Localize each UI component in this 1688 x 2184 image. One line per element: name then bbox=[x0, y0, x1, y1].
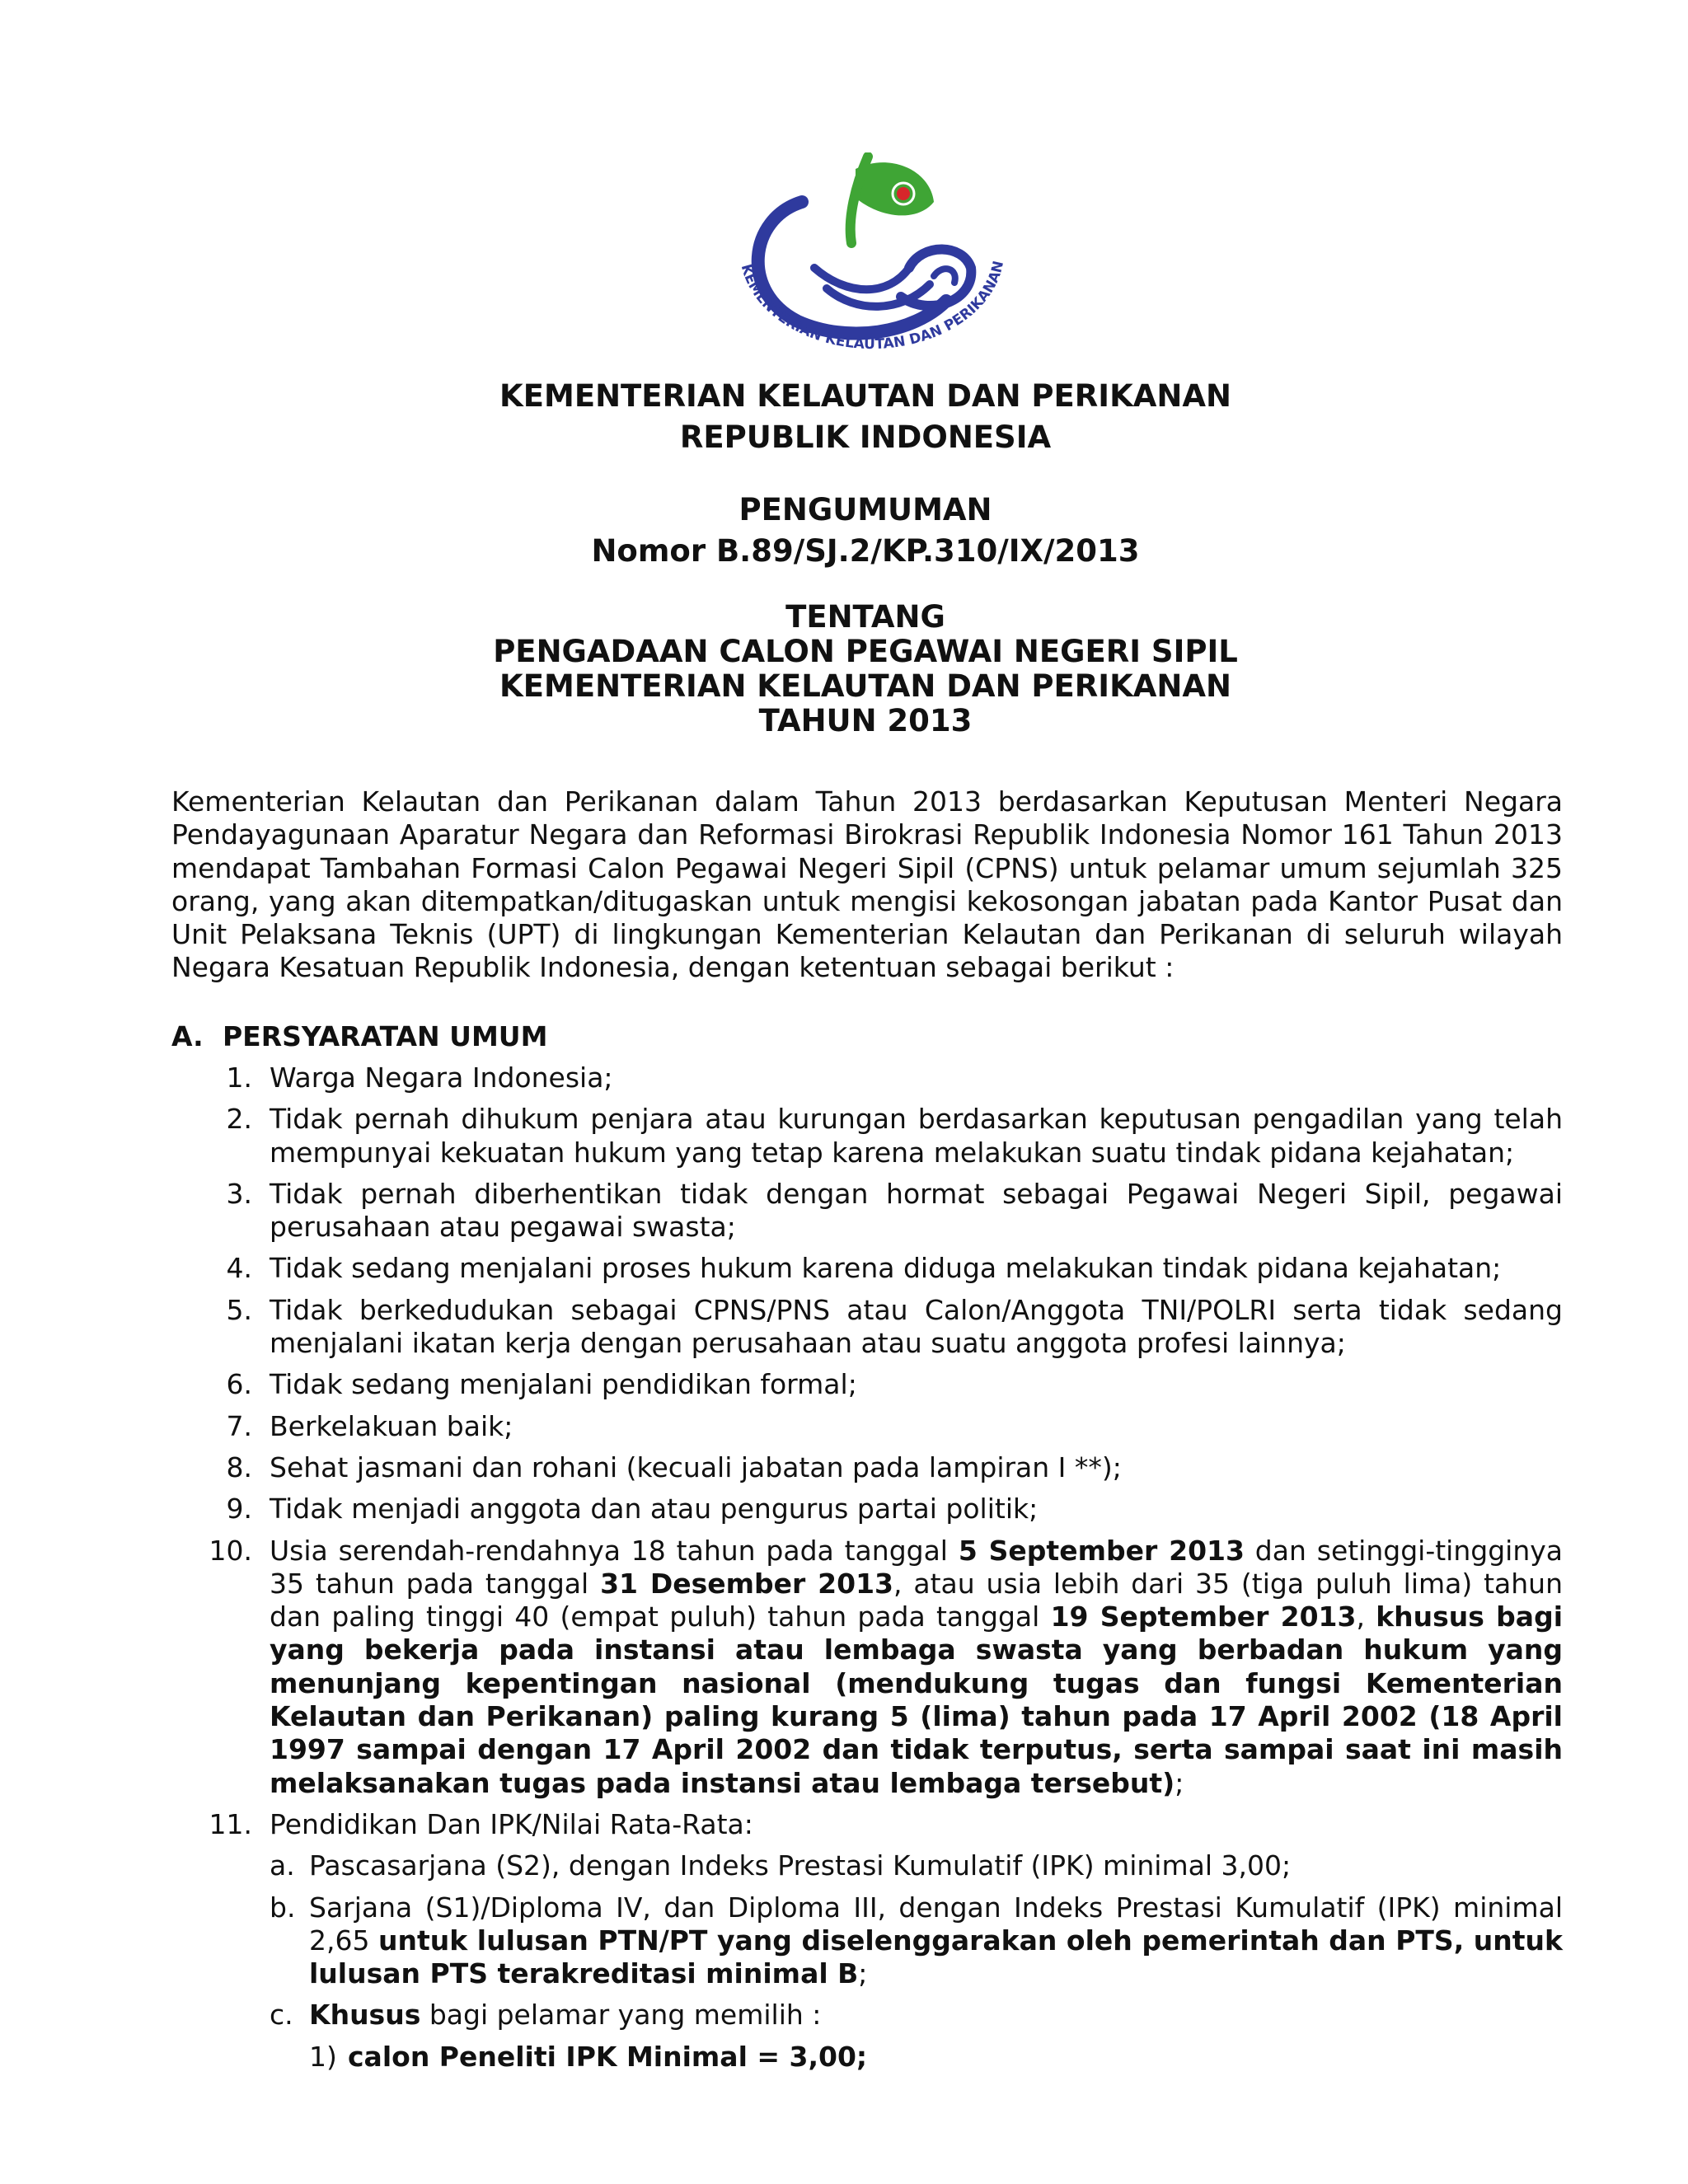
education-sub-a bbox=[171, 1849, 1563, 1882]
item-text: Warga Negara Indonesia; bbox=[270, 1062, 613, 1094]
intro-paragraph: Kementerian Kelautan dan Perikanan dalam Tahun 2013 berdasarkan Keputusan Menteri Negara Pendayagunaan Aparatur Negara dan Reformasi Birokrasi Republik Indonesia Nomor 161 Tahun 2013 mendapat Tambahan Formasi Calon Pegawai Negeri Sipil (CPNS) untuk pelamar umum sejumlah 325 orang, yang akan ditempatkan/ditugaskan untuk mengisi kekosongan jabatan pada Kantor Pusat dan Unit Pelaksana Teknis (UPT) di lingkungan Kementerian Kelautan dan Perikanan di seluruh wilayah Negara Kesatuan Republik Indonesia, dengan ketentuan sebagai berikut : bbox=[171, 785, 1563, 984]
item-number: 1. bbox=[226, 1062, 252, 1094]
list-item-education bbox=[171, 1808, 1563, 1841]
age-date-min: 5 September 2013 bbox=[958, 1534, 1245, 1567]
sub-label: c. bbox=[270, 1999, 293, 2032]
item-number: 4. bbox=[226, 1252, 252, 1285]
sub-text: bagi pelamar yang memilih : bbox=[420, 1999, 822, 2032]
subject-line-3: TAHUN 2013 bbox=[758, 703, 973, 738]
item-text: Berkelakuan baik; bbox=[270, 1409, 513, 1442]
education-sub-c bbox=[171, 1999, 1563, 2032]
section-a-heading bbox=[171, 1020, 1563, 1052]
age-text-end: ; bbox=[1175, 1766, 1184, 1799]
subject-line-2: KEMENTERIAN KELAUTAN DAN PERIKANAN bbox=[499, 668, 1231, 704]
item-text: Tidak sedang menjalani pendidikan formal; bbox=[270, 1368, 857, 1401]
age-text-4: , bbox=[1356, 1601, 1376, 1633]
age-text-2: dan setinggi-tingginya 35 tahun pada tanggal bbox=[270, 1534, 1563, 1600]
item-text: Tidak menjadi anggota dan atau pengurus partai politik; bbox=[270, 1493, 1039, 1526]
list-item bbox=[171, 1252, 1563, 1285]
subject-heading bbox=[165, 600, 1566, 738]
age-date-extended: 19 September 2013 bbox=[1050, 1601, 1357, 1633]
sub-text: Pascasarjana (S2), dengan Indeks Prestasi Kumulatif (IPK) minimal 3,00; bbox=[309, 1849, 1292, 1882]
sub-label: b. bbox=[270, 1891, 296, 1924]
item-number: 3. bbox=[226, 1177, 252, 1210]
list-item bbox=[171, 1410, 1563, 1443]
sub-bold-text: calon Peneliti IPK Minimal = 3,00; bbox=[348, 2040, 868, 2073]
item-text: Tidak berkedudukan sebagai CPNS/PNS atau Calon/Anggota TNI/POLRI serta tidak sedang menjalani ikatan kerja dengan perusahaan atau suatu anggota profesi lainnya; bbox=[270, 1293, 1563, 1360]
ministry-title: KEMENTERIAN KELAUTAN DAN PERIKANAN bbox=[499, 378, 1231, 414]
list-item bbox=[171, 1294, 1563, 1361]
list-item bbox=[171, 1178, 1563, 1244]
item-text: Pendidikan Dan IPK/Nilai Rata-Rata: bbox=[270, 1807, 753, 1840]
list-item-age bbox=[171, 1535, 1563, 1800]
list-item bbox=[171, 1451, 1563, 1484]
announcement-number: Nomor B.89/SJ.2/KP.310/IX/2013 bbox=[591, 533, 1140, 569]
sub-text-end: ; bbox=[858, 1957, 868, 1990]
education-sub-c-1 bbox=[171, 2041, 1563, 2074]
sub-bold-text: Khusus bbox=[309, 1999, 421, 2032]
announcement-label: PENGUMUMAN bbox=[738, 492, 992, 527]
item-number: 5. bbox=[226, 1293, 252, 1326]
subject-line-1: PENGADAAN CALON PEGAWAI NEGERI SIPIL bbox=[493, 634, 1238, 669]
ministry-name-heading bbox=[165, 376, 1566, 458]
list-item bbox=[171, 1103, 1563, 1169]
section-letter: A. bbox=[171, 1020, 204, 1052]
sub-label: 1) bbox=[309, 2040, 337, 2073]
item-text: Tidak pernah diberhentikan tidak dengan hormat sebagai Pegawai Negeri Sipil, pegawai perusahaan atau pegawai swasta; bbox=[270, 1177, 1563, 1244]
age-date-max: 31 Desember 2013 bbox=[600, 1567, 894, 1600]
item-number: 7. bbox=[226, 1409, 252, 1442]
logo-ring-text: KEMENTERIAN KELAUTAN DAN PERIKANAN bbox=[737, 259, 1008, 354]
age-text-1: Usia serendah-rendahnya 18 tahun pada tanggal bbox=[270, 1534, 959, 1567]
announcement-heading bbox=[165, 490, 1566, 572]
item-text: Tidak sedang menjalani proses hukum karena diduga melakukan tindak pidana kejahatan; bbox=[270, 1252, 1502, 1285]
item-number: 8. bbox=[226, 1451, 252, 1483]
list-item bbox=[171, 1368, 1563, 1401]
subject-label: TENTANG bbox=[785, 599, 945, 635]
country-title: REPUBLIK INDONESIA bbox=[679, 419, 1052, 455]
list-item bbox=[171, 1493, 1563, 1526]
ministry-logo-icon bbox=[724, 152, 1020, 359]
sub-bold-text: untuk lulusan PTN/PT yang diselenggarakan oleh pemerintah dan PTS, untuk lulusan PTS terakreditasi minimal B bbox=[309, 1924, 1563, 1990]
sub-label: a. bbox=[270, 1849, 295, 1882]
requirements-list bbox=[171, 1062, 1563, 2074]
item-number: 6. bbox=[226, 1368, 252, 1401]
item-text: Sehat jasmani dan rohani (kecuali jabatan pada lampiran I **); bbox=[270, 1451, 1122, 1483]
sub-text: Sarjana (S1)/Diploma IV, dan Diploma III, dengan Indeks Prestasi Kumulatif (IPK) minimal 2,65 bbox=[309, 1891, 1563, 1957]
item-number: 10. bbox=[209, 1534, 252, 1567]
item-number: 2. bbox=[226, 1103, 252, 1136]
list-item bbox=[171, 1062, 1563, 1094]
age-special-condition: khusus bagi yang bekerja pada instansi atau lembaga swasta yang berbadan hukum yang menunjang kepentingan nasional (mendukung tugas dan fungsi Kementerian Kelautan dan Perikanan) paling kurang 5 (lima) tahun pada 17 April 2002 (18 April 1997 sampai dengan 17 April 2002 dan tidak terputus, serta sampai saat ini masih melaksanakan tugas pada instansi atau lembaga tersebut) bbox=[270, 1601, 1564, 1799]
item-number: 11. bbox=[209, 1807, 252, 1840]
section-title: PERSYARATAN UMUM bbox=[223, 1020, 548, 1052]
education-sub-b bbox=[171, 1891, 1563, 1991]
age-text-3: , atau usia lebih dari 35 (tiga puluh lima) tahun dan paling tinggi 40 (empat puluh) tahun pada tanggal bbox=[270, 1567, 1563, 1633]
item-number: 9. bbox=[226, 1493, 252, 1526]
item-text: Tidak pernah dihukum penjara atau kurungan berdasarkan keputusan pengadilan yang telah mempunyai kekuatan hukum yang tetap karena melakukan suatu tindak pidana kejahatan; bbox=[270, 1103, 1563, 1169]
